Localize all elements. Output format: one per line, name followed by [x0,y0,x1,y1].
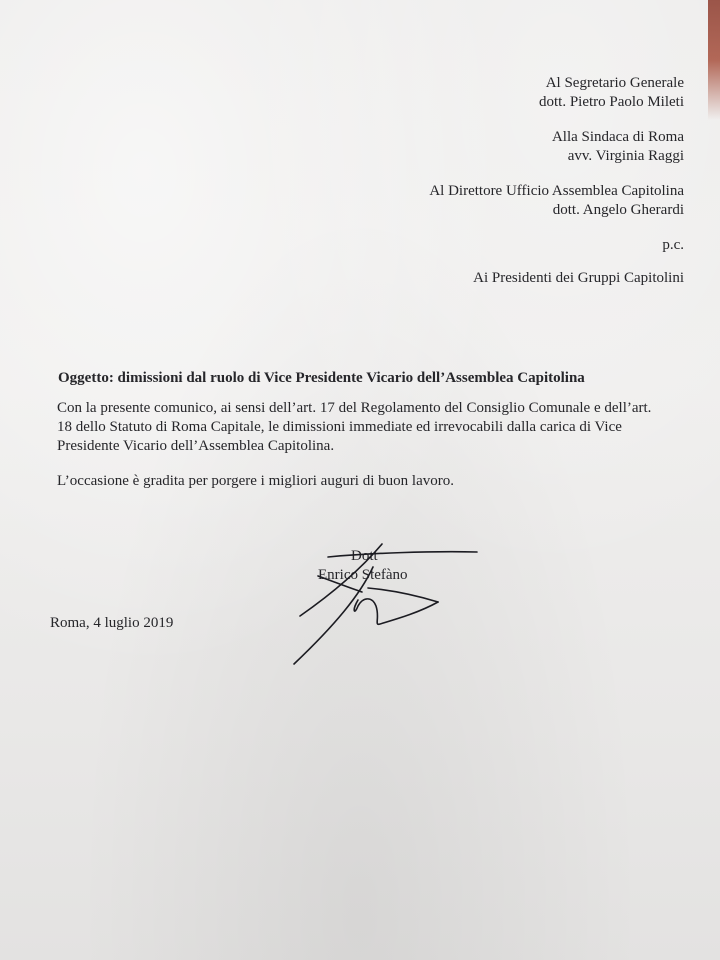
place-date: Roma, 4 luglio 2019 [50,615,174,631]
body-line: Presidente Vicario dell’Assemblea Capitolina. [57,438,335,454]
body-line: Con la presente comunico, ai sensi dell’art. 17 del Regolamento del Consiglio Comunale e dell’art. [57,400,652,416]
recipient-presidenti [264,269,684,288]
recipient-line: dott. Pietro Paolo Mileti [539,94,684,110]
recipient-line: dott. Angelo Gherardi [552,202,684,218]
closing-line: L’occasione è gradita per porgere i migliori auguri di buon lavoro. [57,473,454,489]
handwritten-signature [280,540,500,680]
recipient-pc [264,236,684,255]
recipient-line: p.c. [662,237,684,253]
recipient-line: Al Segretario Generale [545,75,684,91]
body-paragraph [57,399,687,456]
recipient-direttore [264,182,684,220]
recipients-block [264,74,684,304]
subject-line: Oggetto: dimissioni dal ruolo di Vice Presidente Vicario dell’Assemblea Capitolina [58,370,585,386]
body-line: 18 dello Statuto di Roma Capitale, le dimissioni immediate ed irrevocabili dalla carica di Vice [57,419,622,435]
background-edge [708,0,720,120]
recipient-line: avv. Virginia Raggi [567,148,684,164]
recipient-sindaca [264,128,684,166]
recipient-segretario [264,74,684,112]
recipient-line: Alla Sindaca di Roma [551,129,684,145]
signoff-name: Enrico Stefàno [318,567,408,583]
recipient-line: Al Direttore Ufficio Assemblea Capitolina [429,183,684,199]
recipient-line: Ai Presidenti dei Gruppi Capitolini [473,270,684,286]
signoff-title: Dott [351,548,378,564]
